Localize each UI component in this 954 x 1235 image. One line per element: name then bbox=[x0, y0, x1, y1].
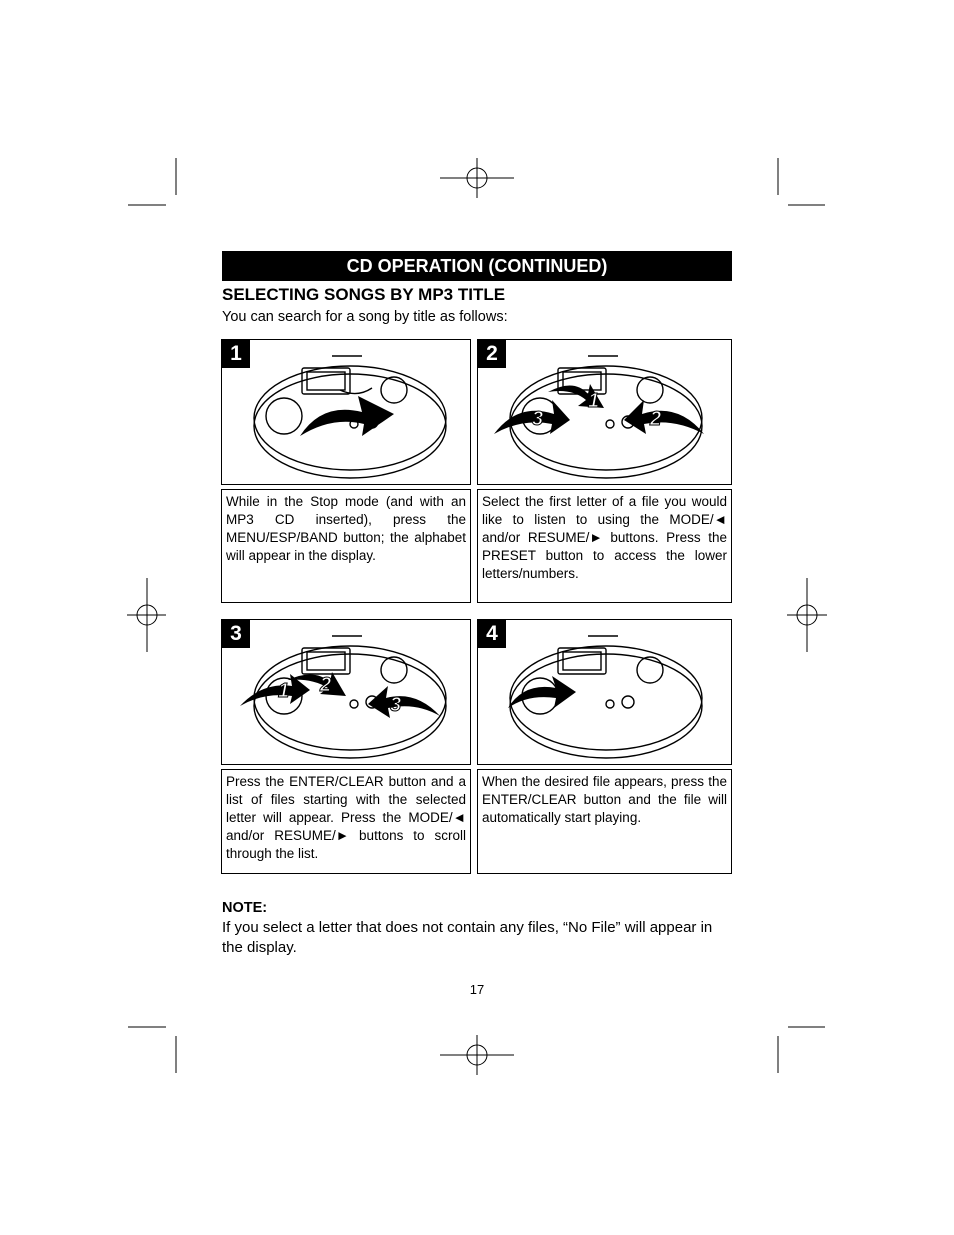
section-banner: CD OPERATION (CONTINUED) bbox=[222, 251, 732, 281]
cd-player-drawing bbox=[222, 340, 470, 484]
step-1-text: While in the Stop mode (and with an MP3 CD inserted), press the MENU/ESP/BAND button; the alphabet will appear in the display. bbox=[221, 489, 471, 603]
step-1-illustration bbox=[221, 339, 471, 485]
step-2-illustration bbox=[477, 339, 732, 485]
step-4-text: When the desired file appears, press the ENTER/CLEAR button and the file will automatically start playing. bbox=[477, 769, 732, 874]
step-3-illustration bbox=[221, 619, 471, 765]
cd-player-drawing bbox=[478, 620, 731, 764]
callout-2: 2 bbox=[320, 674, 332, 696]
callout-2: 2 bbox=[650, 408, 662, 430]
note-title: NOTE: bbox=[222, 900, 268, 916]
callout-3: 3 bbox=[532, 408, 544, 430]
callout-1: 1 bbox=[278, 680, 290, 702]
step-number: 4 bbox=[478, 620, 506, 648]
page-number: 17 bbox=[469, 982, 485, 997]
step-number: 3 bbox=[222, 620, 250, 648]
step-2-text: Select the first letter of a file you would like to listen to using the MODE/◄ and/or RESUME/► buttons. Press the PRESET button to access the lower letters/numbers. bbox=[477, 489, 732, 603]
callout-3: 3 bbox=[390, 694, 402, 716]
step-4-illustration bbox=[477, 619, 732, 765]
note-body: If you select a letter that does not contain any files, “No File” will appear in the display. bbox=[222, 919, 713, 956]
callout-1: 1 bbox=[588, 390, 600, 412]
section-title: SELECTING SONGS BY MP3 TITLE bbox=[222, 285, 506, 304]
cd-player-drawing bbox=[478, 340, 731, 484]
intro-text: You can search for a song by title as follows: bbox=[222, 309, 508, 325]
step-number: 1 bbox=[222, 340, 250, 368]
cd-player-drawing bbox=[222, 620, 470, 764]
step-number: 2 bbox=[478, 340, 506, 368]
step-3-text: Press the ENTER/CLEAR button and a list of files starting with the selected letter will appear. Press the MODE/◄ and/or RESUME/► buttons to scroll through the list. bbox=[221, 769, 471, 874]
